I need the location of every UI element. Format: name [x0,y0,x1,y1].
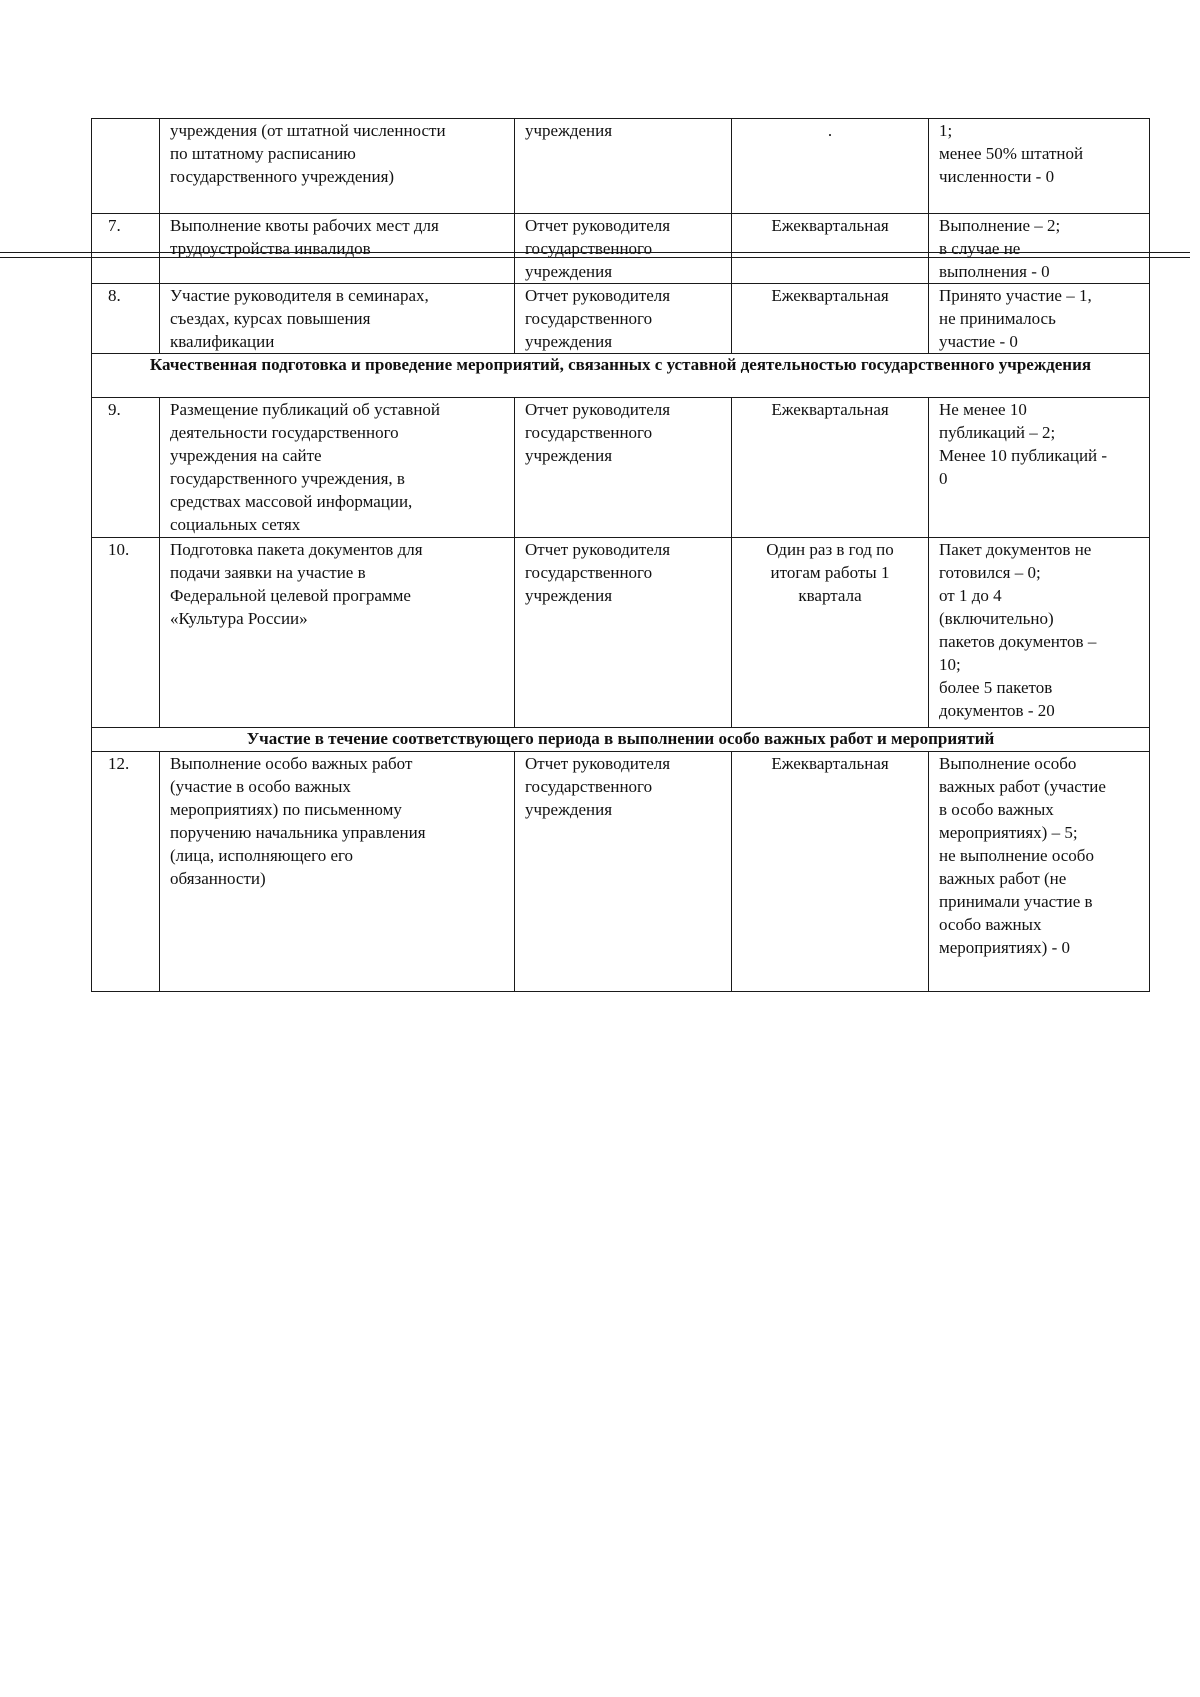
score-cell-text: Принято участие – 1, не принималось участие - 0 [939,286,1092,351]
score-cell-text: Не менее 10 публикаций – 2; Менее 10 публикаций - 0 [939,400,1108,488]
score-cell [929,119,1150,214]
indicator-cell [160,284,515,354]
row-number-text: 8. [108,286,121,305]
indicator-cell [160,398,515,538]
score-cell [929,752,1150,992]
frequency-cell-text: Ежеквартальная [771,754,889,773]
row-number-text: 7. [108,216,121,235]
section-title: Участие в течение соответствующего периода в выполнении особо важных работ и мероприятий [92,728,1150,752]
row-number [92,538,160,728]
score-cell [929,398,1150,538]
frequency-cell-text: Ежеквартальная [771,216,889,235]
frequency-cell [732,284,929,354]
source-cell-text: Отчет руководителя государственного учреждения [525,540,671,605]
frequency-cell [732,214,929,284]
section-header-row [92,354,1150,398]
score-cell-text: Выполнение – 2; в случае не выполнения - 0 [939,216,1061,281]
indicator-cell-text: Размещение публикаций об уставной деятельности государственного учреждения на сайте государственного учреждения, в средствах массовой информации, социальных сетях [170,400,441,534]
frequency-cell [732,752,929,992]
indicator-cell-text: Выполнение квоты рабочих мест для трудоустройства инвалидов [170,216,439,258]
score-cell [929,214,1150,284]
row-number-text: 12. [108,754,130,773]
row-number [92,214,160,284]
source-cell [515,398,732,538]
indicator-cell-text: учреждения (от штатной численности по штатному расписанию государственного учреждения) [170,121,446,186]
row-number-text: 10. [108,540,130,559]
indicator-cell-text: Выполнение особо важных работ (участие в особо важных мероприятиях) по письменному поручению начальника управления (лица, исполняющего его обязанности) [170,754,426,888]
source-cell [515,119,732,214]
table-row [92,398,1150,538]
source-cell-text: Отчет руководителя государственного учреждения [525,286,671,351]
indicator-cell [160,538,515,728]
indicator-cell [160,119,515,214]
indicator-cell-text: Участие руководителя в семинарах, съездах, курсах повышения квалификации [170,286,429,351]
score-cell [929,284,1150,354]
source-cell [515,214,732,284]
row-number [92,284,160,354]
indicator-cell-text: Подготовка пакета документов для подачи заявки на участие в Федеральной целевой программе «Культура России» [170,540,423,628]
indicator-cell [160,752,515,992]
source-cell [515,538,732,728]
frequency-cell-text: Ежеквартальная [771,286,889,305]
table-row [92,284,1150,354]
row-number-text: 9. [108,400,121,419]
source-cell [515,752,732,992]
score-cell [929,538,1150,728]
source-cell-text: Отчет руководителя государственного учреждения [525,400,671,465]
score-cell-text: 1; менее 50% штатной численности - 0 [939,121,1084,186]
row-number [92,398,160,538]
frequency-cell [732,119,929,214]
section-header-row [92,728,1150,752]
table-row [92,752,1150,992]
source-cell [515,284,732,354]
source-cell-text: Отчет руководителя государственного учреждения [525,754,671,819]
table-row [92,538,1150,728]
source-cell-text: учреждения [525,121,613,140]
score-cell-text: Пакет документов не готовился – 0; от 1 до 4 (включительно) пакетов документов – 10; более 5 пакетов документов - 20 [939,540,1097,720]
frequency-cell-text: Один раз в год по итогам работы 1 квартала [766,540,894,605]
section-title: Качественная подготовка и проведение мероприятий, связанных с уставной деятельностью государственного учреждения [92,354,1150,398]
frequency-cell-text: . [827,121,833,140]
row-number [92,119,160,214]
table-row [92,214,1150,284]
frequency-cell-text: Ежеквартальная [771,400,889,419]
score-cell-text: Выполнение особо важных работ (участие в особо важных мероприятиях) – 5; не выполнение особо важных работ (не принимали участие в особо важных мероприятиях) - 0 [939,754,1106,957]
table-row [92,119,1150,214]
frequency-cell [732,398,929,538]
criteria-table [91,118,1150,992]
frequency-cell [732,538,929,728]
row-number [92,752,160,992]
source-cell-text: Отчет руководителя государственного учреждения [525,216,671,281]
indicator-cell [160,214,515,284]
